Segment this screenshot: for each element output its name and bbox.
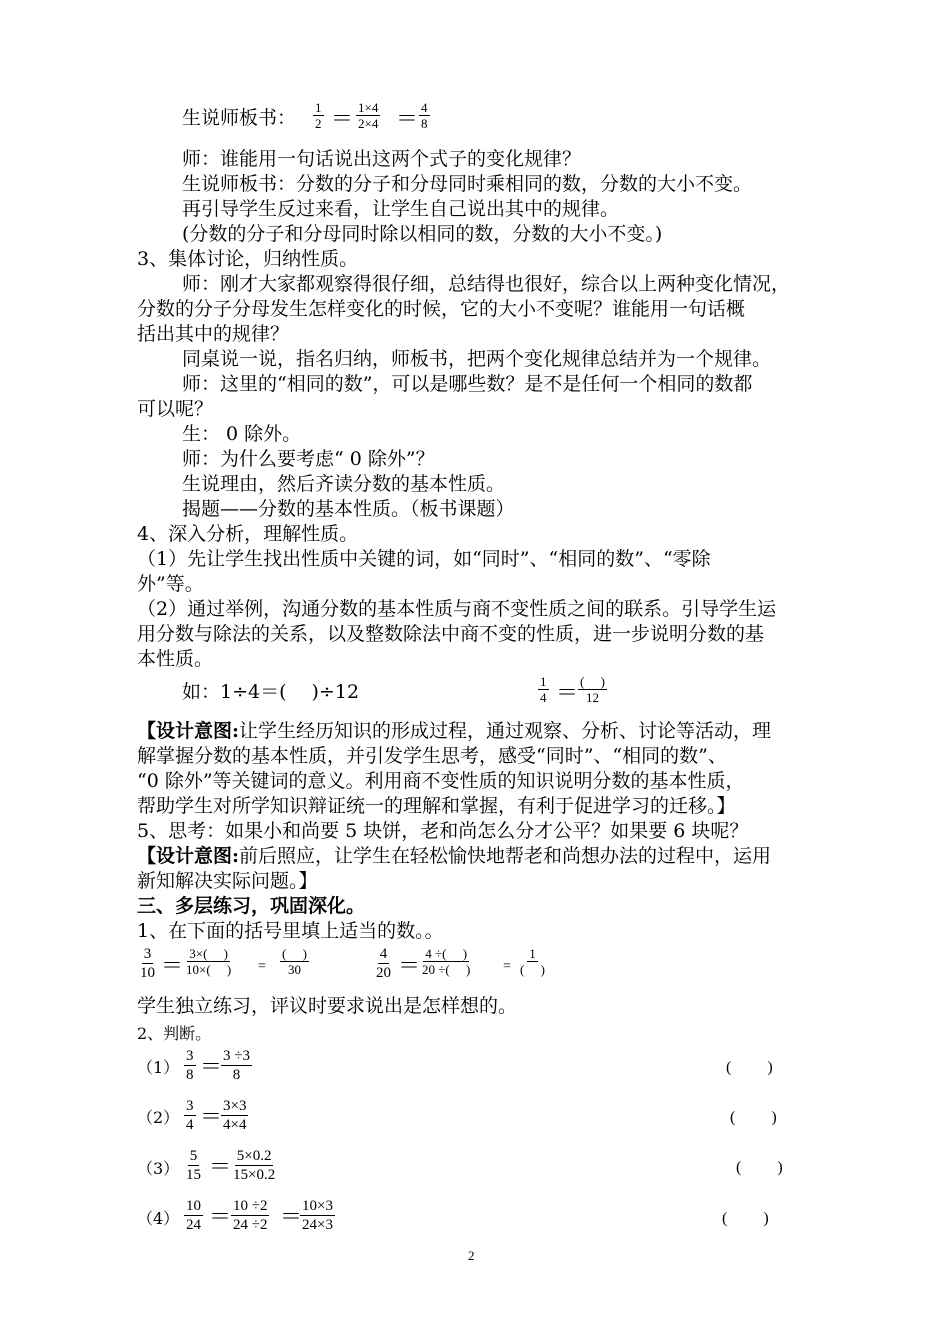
fraction-3x-over-10x: $\frac{3\times( )}{10\times( )}$ <box>186 946 232 977</box>
text-line: 师：刚才大家都观察得很仔细，总结得也很好，综合以上两种变化情况， <box>182 273 791 295</box>
text-line: 新知解决实际问题。】 <box>137 870 318 892</box>
text-line: 可以呢？ <box>137 398 214 420</box>
section-heading: 5、思考：如果小和尚要 5 块饼，老和尚怎么分才公平？如果要 6 块呢？ <box>137 820 749 842</box>
equals-sign: ＝ <box>209 1204 232 1229</box>
equals-sign: ＝ <box>396 106 419 131</box>
text-line: (分数的分子和分母同时除以相同的数，分数的大小不变。) <box>182 223 663 245</box>
text-line: 生： 0 除外。 <box>182 423 302 445</box>
answer-blank[interactable]: ( ) <box>730 1109 777 1126</box>
text-line: “0 除外”等关键词的意义。利用商不变性质的知识说明分数的基本性质， <box>137 770 745 792</box>
judge-item-label: （4） <box>137 1209 180 1228</box>
fraction-1-over-blank: 1 ( ) <box>520 946 545 977</box>
example-division: 如：1÷4＝( )÷12 <box>182 681 360 703</box>
text-line: （2）通过举例，沟通分数的基本性质与商不变性质之间的联系。引导学生运 <box>137 598 777 620</box>
text-line: 再引导学生反过来看，让学生自己说出其中的规律。 <box>182 198 620 220</box>
text-line: 师：为什么要考虑“ 0 除外”？ <box>182 448 435 470</box>
text-line: 师：这里的“相同的数”，可以是哪些数？是不是任何一个相同的数都 <box>182 373 753 395</box>
fraction-4div-over-20div: $\frac{4 \div( )}{20 \div( )}$ <box>422 946 471 977</box>
text-line: （1）先让学生找出性质中关键的词，如“同时”、“相同的数”、“零除 <box>137 548 711 570</box>
text-line: 分数的分子分母发生怎样变化的时候，它的大小不变呢？谁能用一句话概 <box>137 298 746 320</box>
judge-item-label: （2） <box>137 1108 180 1127</box>
fraction-3x3-over-4x4: $\frac{3\times 3}{4\times 4}$ <box>223 1098 247 1133</box>
fraction-3-over-4: $\frac{3}{4}$ <box>186 1098 194 1133</box>
text-line: 学生独立练习，评议时要求说出是怎样想的。 <box>137 995 518 1017</box>
fraction-blank-over-30: ( ) 30 <box>282 946 307 977</box>
fraction-3div3-over-8: $\frac{3 \div 3}{8}$ <box>223 1048 250 1083</box>
fraction-one-half: $\frac{1}{2}$ <box>315 100 322 131</box>
text-line: 同桌说一说，指名归纳，师板书，把两个变化规律总结并为一个规律。 <box>182 348 772 370</box>
page-number: 2 <box>468 1248 475 1263</box>
equals-sign: ＝ <box>200 1054 223 1079</box>
equals-sign: ＝ <box>398 953 421 978</box>
fraction-5-over-15: $\frac{5}{15}$ <box>186 1148 201 1183</box>
text-line: 本性质。 <box>137 648 214 670</box>
text-line: 帮助学生对所学知识辩证统一的理解和掌握，有利于促进学习的迁移。】 <box>137 795 736 817</box>
design-intent-paragraph: 【设计意图:让学生经历知识的形成过程，通过观察、分析、讨论等活动，理 <box>137 720 772 742</box>
text-line: 用分数与除法的关系，以及整数除法中商不变的性质，进一步说明分数的基 <box>137 623 765 645</box>
text-line: 解掌握分数的基本性质，并引发学生思考，感受“同时”、“相同的数”、 <box>137 745 727 767</box>
fraction-four-eighths: $\frac{4}{8}$ <box>421 100 428 131</box>
equals-sign: ＝ <box>161 953 184 978</box>
equals-sign: ＝ <box>280 1204 303 1229</box>
equals-sign: = <box>503 959 511 974</box>
fraction-10-over-24: $\frac{10}{24}$ <box>186 1198 201 1233</box>
judge-item-label: （1） <box>137 1058 180 1077</box>
design-intent-paragraph: 【设计意图:前后照应，让学生在轻松愉快地帮老和尚想办法的过程中，运用 <box>137 845 772 867</box>
answer-blank[interactable]: ( ) <box>726 1059 773 1076</box>
exercise-heading: 1、在下面的括号里填上适当的数。。 <box>137 920 444 942</box>
section-heading: 4、深入分析，理解性质。 <box>137 523 359 545</box>
judge-item-label: （3） <box>137 1159 180 1178</box>
part-heading: 三、多层练习，巩固深化。 <box>137 895 366 917</box>
fraction-one-quarter: $\frac{1}{4}$ <box>540 674 547 705</box>
design-intent-label: 【设计意图: <box>137 845 240 867</box>
text-line: 揭题——分数的基本性质。（板书课题） <box>182 498 515 520</box>
fraction-10x3-over-24x3: $\frac{10\times 3}{24\times 3}$ <box>302 1198 333 1233</box>
fraction-5x02-over-15x02: $\frac{5\times 0.2}{15\times 0.2}$ <box>233 1148 276 1183</box>
fraction-3-over-10: $\frac{3}{10}$ <box>140 946 155 981</box>
text-line: 生说师板书： <box>182 107 297 129</box>
design-intent-label: 【设计意图: <box>137 720 240 742</box>
equals-sign: = <box>258 959 266 974</box>
fraction-3-over-8: $\frac{3}{8}$ <box>186 1048 194 1083</box>
text-line: 生说师板书：分数的分子和分母同时乘相同的数，分数的大小不变。 <box>182 173 753 195</box>
fraction-10div2-over-24div2: $\frac{10 \div 2}{24 \div 2}$ <box>233 1198 268 1233</box>
equals-sign: ＝ <box>556 680 579 705</box>
section-heading: 3、集体讨论，归纳性质。 <box>137 248 359 270</box>
exercise-heading: 2、判断。 <box>137 1024 212 1043</box>
answer-blank[interactable]: ( ) <box>722 1210 769 1227</box>
answer-blank[interactable]: ( ) <box>736 1159 783 1176</box>
equals-sign: ＝ <box>209 1154 232 1179</box>
fraction-blank-over-12: ( ) 12 <box>580 674 605 705</box>
fraction-4-over-20: $\frac{4}{20}$ <box>376 946 391 981</box>
fraction-1x4-over-2x4: $\frac{1\times 4}{2\times 4}$ <box>358 100 379 131</box>
text-line: 外”等。 <box>137 573 204 595</box>
equals-sign: ＝ <box>200 1104 223 1129</box>
text-line: 括出其中的规律？ <box>137 323 290 345</box>
text-line: 生说理由，然后齐读分数的基本性质。 <box>182 473 506 495</box>
text-line: 师：谁能用一句话说出这两个式子的变化规律？ <box>182 148 582 170</box>
equals-sign: ＝ <box>331 106 354 131</box>
